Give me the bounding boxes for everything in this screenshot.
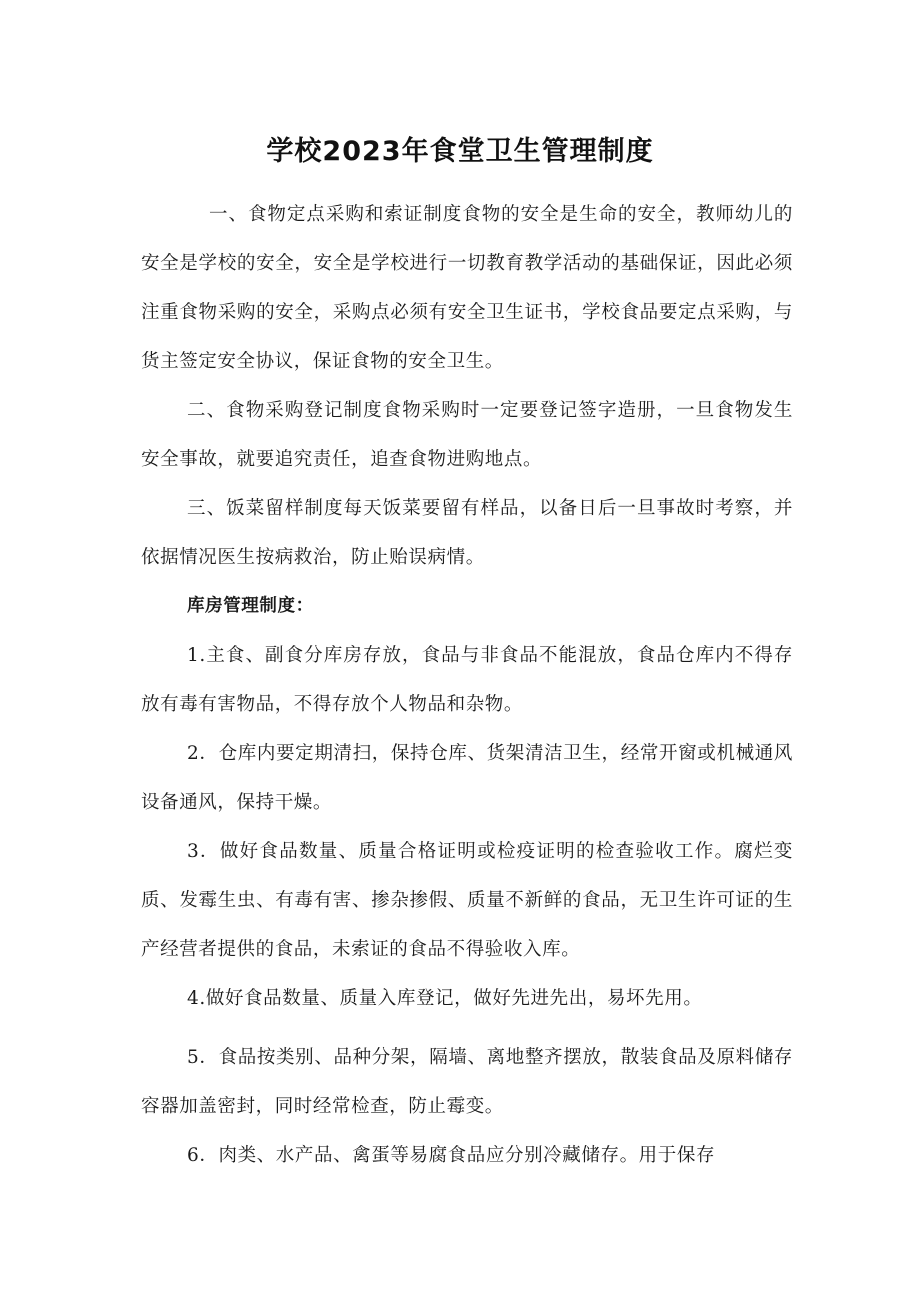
- rule-item: 3．做好食品数量、质量合格证明或检疫证明的检查验收工作。腐烂变质、发霉生虫、有毒有害、掺杂掺假、质量不新鲜的食品，无卫生许可证的生产经营者提供的食品，未索证的食品不得验收入库。: [141, 841, 793, 960]
- rule-item: 5．食品按类别、品种分架，隔墙、离地整齐摆放，散装食品及原料储存容器加盖密封，同时经常检查，防止霉变。: [141, 1047, 793, 1117]
- section-heading-warehouse: 库房管理制度：: [187, 596, 314, 616]
- paragraph-sample-retention: 三、饭菜留样制度每天饭菜要留有样品，以备日后一旦事故时考察，并依据情况医生按病救治，防止贻误病情。: [141, 498, 793, 568]
- rule-item: 4.做好食品数量、质量入库登记，做好先进先出，易坏先用。: [187, 988, 703, 1009]
- rule-item: 2．仓库内要定期清扫，保持仓库、货架清洁卫生，经常开窗或机械通风设备通风，保持干燥。: [141, 743, 793, 813]
- paragraph-procurement: 一、食物定点采购和索证制度食物的安全是生命的安全，教师幼儿的安全是学校的安全，安全是学校进行一切教育教学活动的基础保证，因此必须注重食物采购的安全，采购点必须有安全卫生证书，学校食品要定点采购，与货主签定安全协议，保证食物的安全卫生。: [141, 204, 793, 372]
- document-body: [141, 190, 793, 1180]
- rule-item: 1.主食、副食分库房存放，食品与非食品不能混放，食品仓库内不得存放有毒有害物品，不得存放个人物品和杂物。: [141, 645, 793, 715]
- document-title: 学校2023年食堂卫生管理制度: [266, 136, 654, 167]
- rule-item: 6．肉类、水产品、禽蛋等易腐食品应分别冷藏储存。用于保存: [187, 1145, 716, 1166]
- paragraph-registration: 二、食物采购登记制度食物采购时一定要登记签字造册，一旦食物发生安全事故，就要追究责任，追查食物进购地点。: [141, 400, 793, 470]
